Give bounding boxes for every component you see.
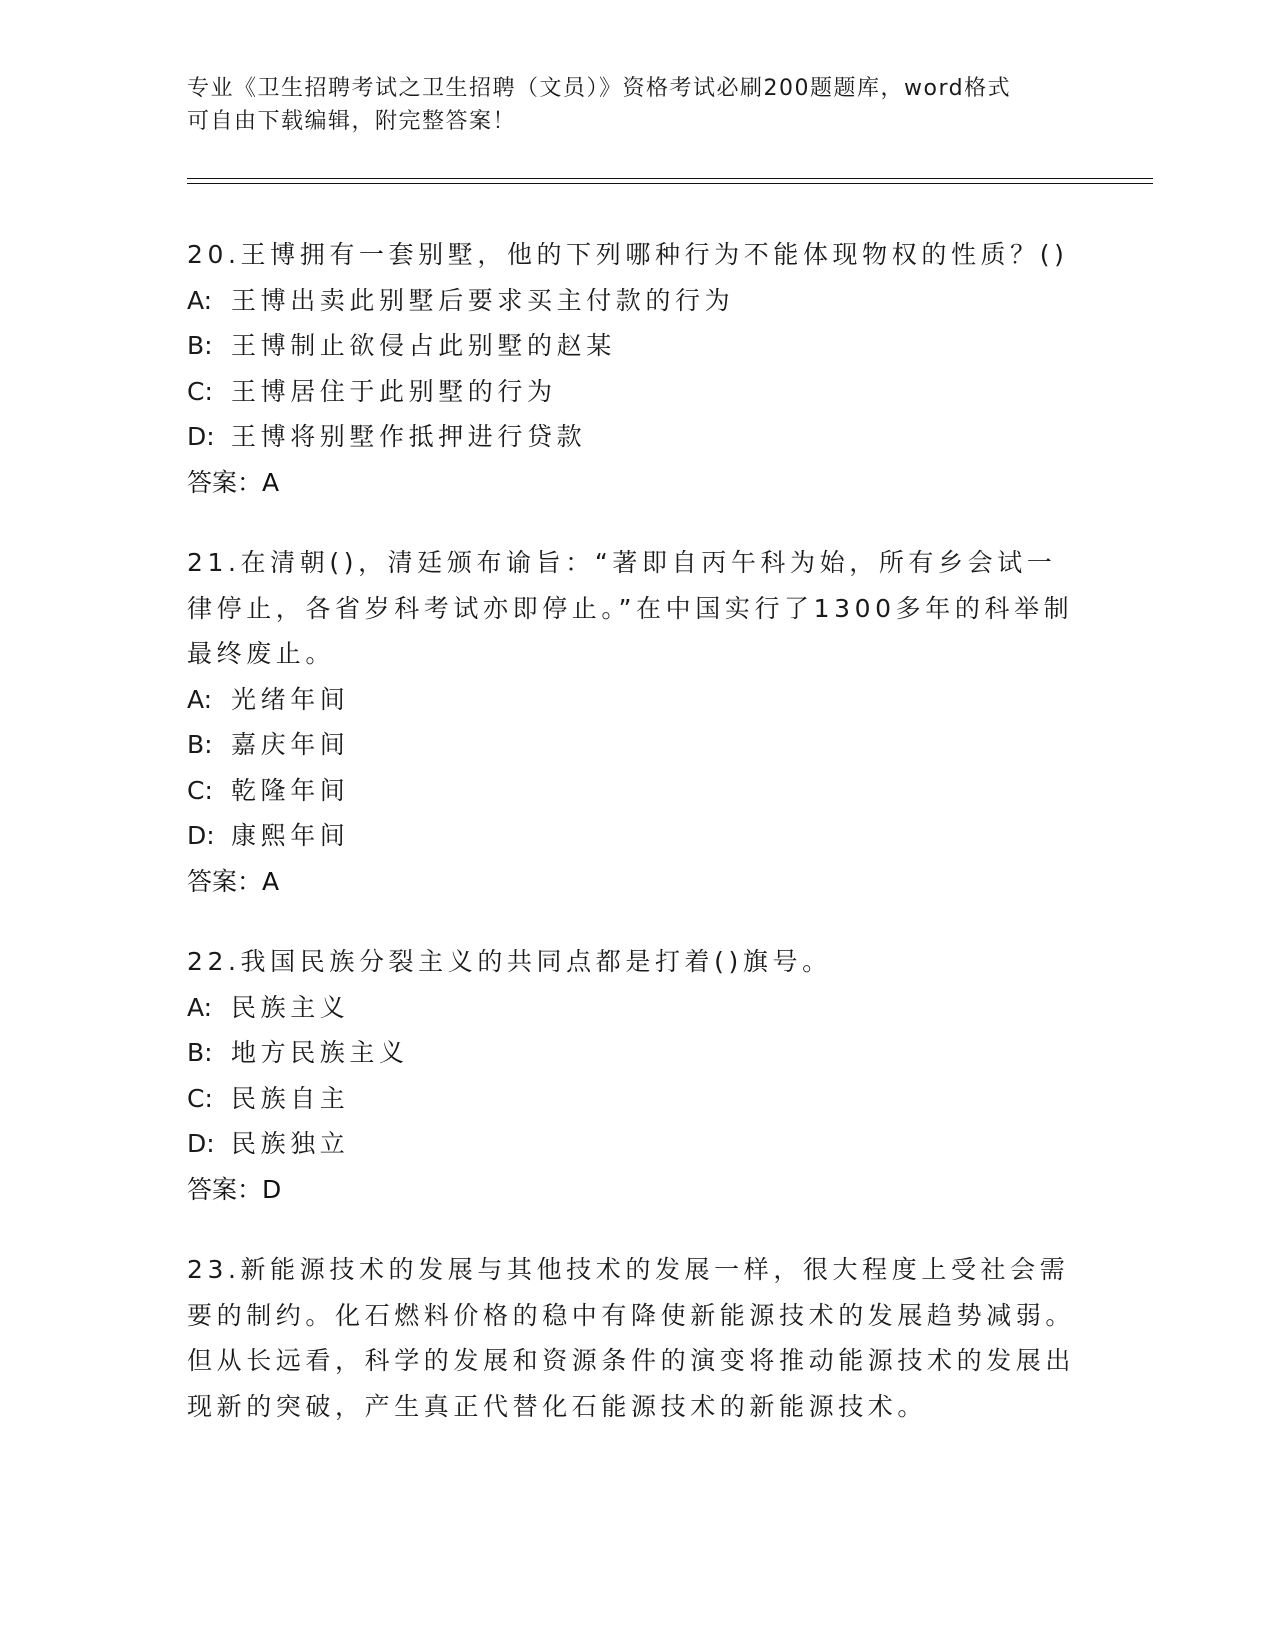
header-line-1: 专业《卫生招聘考试之卫生招聘（文员）》资格考试必刷200题题库，word格式 — [187, 76, 1012, 101]
question-text: 23.新能源技术的发展与其他技术的发展一样，很大程度上受社会需要的制约。化石燃料价格的稳中有降使新能源技术的发展趋势减弱。但从长远看，科学的发展和资源条件的演变将推动能源技术的发展出现新的突破，产生真正代替化石能源技术的新能源技术。 — [187, 1255, 1076, 1421]
option-key: D: — [187, 422, 215, 451]
option-a — [187, 677, 1077, 723]
question-22 — [187, 939, 1077, 1212]
option-text: 光绪年间 — [231, 684, 350, 714]
option-key: A: — [187, 285, 213, 315]
option-text: 民族自主 — [231, 1083, 350, 1113]
option-text: 地方民族主义 — [231, 1038, 409, 1067]
option-d — [187, 813, 1077, 859]
option-key: A: — [187, 684, 213, 714]
option-text: 民族主义 — [231, 992, 350, 1022]
question-text: 22.我国民族分裂主义的共同点都是打着()旗号。 — [187, 947, 832, 976]
option-a — [187, 985, 1077, 1031]
answer-label: 答案： — [187, 467, 263, 497]
option-c — [187, 1076, 1077, 1122]
option-key: C: — [187, 775, 213, 805]
answer-value: A — [262, 866, 280, 896]
header-line-2: 可自由下载编辑，附完整答案！ — [187, 109, 517, 134]
option-text: 乾隆年间 — [231, 775, 350, 805]
option-c — [187, 369, 1077, 415]
answer-value: A — [262, 467, 280, 497]
question-list — [187, 232, 1077, 1464]
question-23 — [187, 1247, 1077, 1429]
option-b — [187, 722, 1077, 768]
option-d — [187, 414, 1077, 460]
answer-value: D — [262, 1174, 282, 1204]
answer-line — [187, 859, 1077, 905]
option-b — [187, 1030, 1077, 1076]
question-text: 20.王博拥有一套别墅，他的下列哪种行为不能体现物权的性质？() — [187, 240, 1069, 269]
question-20 — [187, 232, 1077, 505]
option-key: B: — [187, 331, 213, 360]
option-key: B: — [187, 730, 213, 759]
option-c — [187, 768, 1077, 814]
option-text: 王博居住于此别墅的行为 — [231, 376, 557, 406]
header-divider-top — [187, 178, 1153, 179]
answer-label: 答案： — [187, 866, 263, 896]
option-key: B: — [187, 1038, 213, 1067]
option-text: 民族独立 — [231, 1129, 350, 1158]
option-key: D: — [187, 821, 215, 850]
answer-line — [187, 1167, 1077, 1213]
option-key: A: — [187, 992, 213, 1022]
option-text: 王博将别墅作抵押进行贷款 — [231, 422, 587, 451]
option-d — [187, 1121, 1077, 1167]
option-key: D: — [187, 1129, 215, 1158]
option-text: 嘉庆年间 — [231, 730, 350, 759]
option-text: 王博出卖此别墅后要求买主付款的行为 — [231, 285, 735, 315]
header-divider-bottom — [187, 183, 1153, 184]
option-key: C: — [187, 376, 213, 406]
option-key: C: — [187, 1083, 213, 1113]
option-a — [187, 278, 1077, 324]
answer-line — [187, 460, 1077, 506]
question-21 — [187, 540, 1077, 904]
option-text: 王博制止欲侵占此别墅的赵某 — [231, 331, 616, 360]
option-b — [187, 323, 1077, 369]
question-text: 21.在清朝()，清廷颁布谕旨：“著即自丙午科为始，所有乡会试一律停止，各省岁科考试亦即停止。”在中国实行了1300多年的科举制最终废止。 — [187, 548, 1074, 668]
answer-label: 答案： — [187, 1174, 263, 1204]
document-header — [187, 72, 1067, 138]
option-text: 康熙年间 — [231, 821, 350, 850]
